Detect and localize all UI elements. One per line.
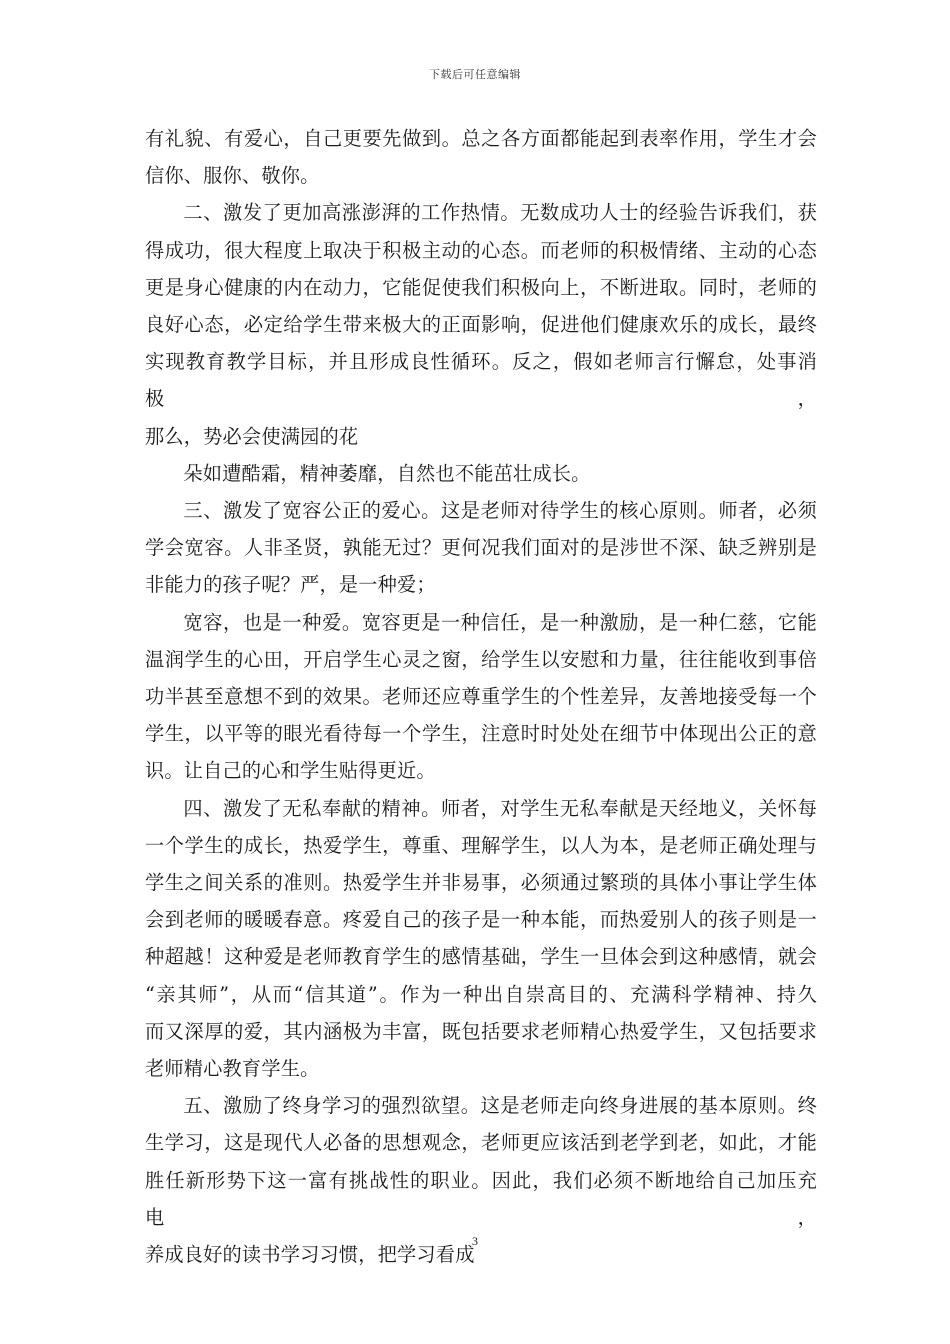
text-line: 识。让自己的心和学生贴得更近。	[145, 759, 436, 783]
paragraph	[145, 604, 817, 790]
text-line: 得成功，很大程度上取决于积极主动的心态。而老师的积极情绪、主动的心态	[145, 238, 817, 262]
text-line: 胜任新形势下这一富有挑战性的职业。因此，我们必须不断地给自己加压充电，	[145, 1168, 817, 1229]
text-line: 功半甚至意想不到的效果。老师还应尊重学生的个性差异，友善地接受每一个	[145, 685, 817, 709]
paragraph	[145, 455, 817, 492]
text-line: 实现教育教学目标，并且形成良性循环。反之，假如老师言行懈怠，处事消极，	[145, 350, 817, 411]
text-line: 四、激发了无私奉献的精神。师者，对学生无私奉献是天经地义，关怀每	[183, 796, 817, 820]
text-line: 二、激发了更加高涨澎湃的工作热情。无数成功人士的经验告诉我们，获	[183, 201, 817, 225]
text-line: 信你、服你、敬你。	[145, 164, 320, 188]
text-line: 一个学生的成长，热爱学生，尊重、理解学生，以人为本，是老师正确处理与	[145, 833, 817, 857]
text-line: 学会宽容。人非圣贤，孰能无过？更何况我们面对的是涉世不深、缺乏辨别是	[145, 536, 817, 560]
text-line: 有礼貌、有爱心，自己更要先做到。总之各方面都能起到表率作用，学生才会	[145, 127, 817, 150]
text-line: 生学习，这是现代人必备的思想观念，老师更应该活到老学到老，如此，才能	[145, 1131, 817, 1155]
text-line: 学生之间关系的准则。热爱学生并非易事，必须通过繁琐的具体小事让学生体	[145, 871, 817, 895]
page-number: 3	[472, 1234, 478, 1248]
text-line: 更是身心健康的内在动力，它能促使我们积极向上，不断进取。同时，老师的	[145, 275, 817, 299]
document-body	[145, 120, 817, 1273]
text-line: 而又深厚的爱，其内涵极为丰富，既包括要求老师精心热爱学生，又包括要求	[145, 1019, 817, 1043]
text-line: 老师精心教育学生。	[145, 1057, 320, 1081]
text-line: 那么，势必会使满园的花	[145, 424, 359, 448]
paragraph	[145, 194, 817, 454]
text-line: 养成良好的读书学习习惯，把学习看成	[145, 1243, 475, 1267]
paragraph	[145, 492, 817, 604]
text-line: 朵如遭酷霜，精神萎靡，自然也不能茁壮成长。	[183, 461, 591, 485]
text-line: 种超越！这种爱是老师教育学生的感情基础，学生一旦体会到这种感情，就会	[145, 945, 817, 969]
text-line: 良好心态，必定给学生带来极大的正面影响，促进他们健康欢乐的成长，最终	[145, 313, 817, 337]
text-line: 五、激励了终身学习的强烈欲望。这是老师走向终身进展的基本原则。终	[183, 1094, 817, 1118]
text-line: 温润学生的心田，开启学生心灵之窗，给学生以安慰和力量，往往能收到事倍	[145, 647, 817, 671]
text-line: 三、激发了宽容公正的爱心。这是老师对待学生的核心原则。师者，必须	[183, 499, 817, 523]
text-line: 会到老师的暖暖春意。疼爱自己的孩子是一种本能，而热爱别人的孩子则是一	[145, 908, 817, 932]
page-header: 下载后可任意编辑	[429, 68, 521, 81]
text-line: 非能力的孩子呢？严，是一种爱；	[145, 573, 436, 597]
paragraph	[145, 790, 817, 1088]
paragraph	[145, 120, 817, 194]
text-line: 宽容，也是一种爱。宽容更是一种信任，是一种激励，是一种仁慈，它能	[183, 610, 817, 634]
text-line: 学生，以平等的眼光看待每一个学生，注意时时处处在细节中体现出公正的意	[145, 722, 817, 746]
text-line: “亲其师”，从而“信其道”。作为一种出自崇高目的、充满科学精神、持久	[145, 982, 817, 1006]
